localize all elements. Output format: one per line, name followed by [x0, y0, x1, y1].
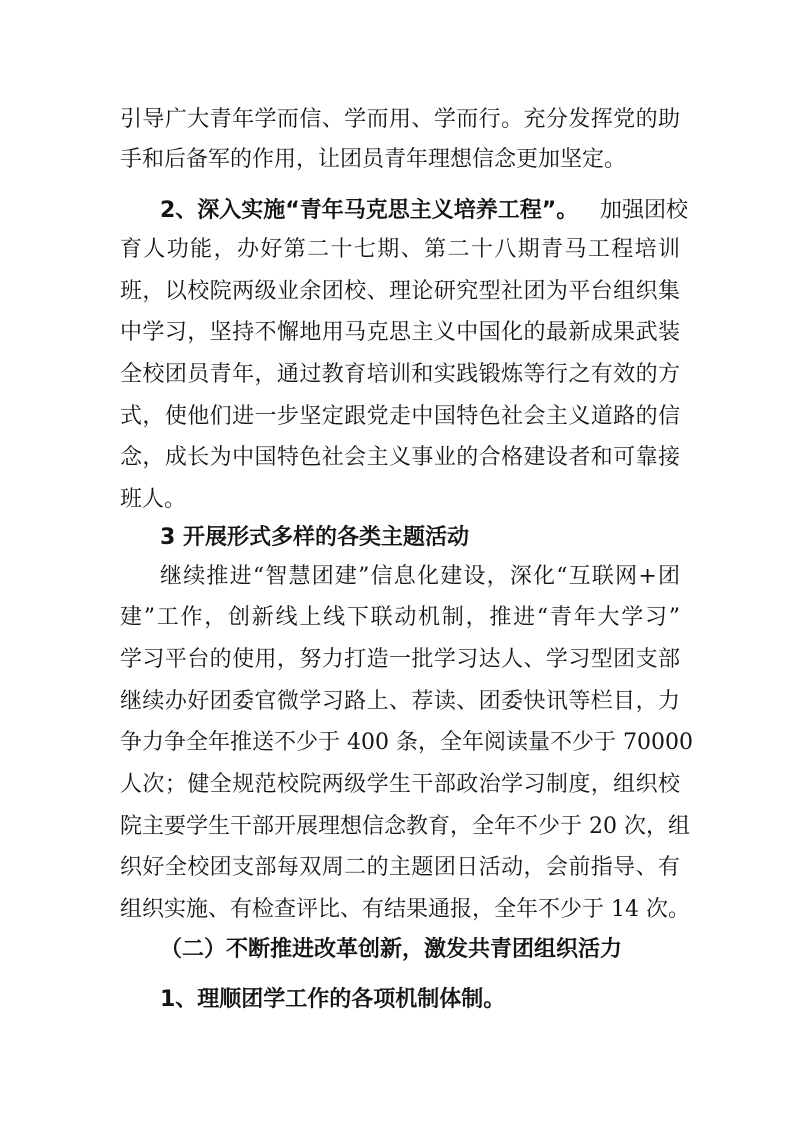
paragraph-line: 争力争全年推送不少于 400 条，全年阅读量不少于 70000 — [120, 730, 693, 755]
section-heading: 3 开展形式多样的各类主题活动 — [160, 525, 469, 550]
paragraph-line: 院主要学生干部开展理想信念教育，全年不少于 20 次，组 — [120, 814, 690, 839]
paragraph-line: 人次；健全规范校院两级学生干部政治学习制度，组织校 — [120, 772, 680, 797]
paragraph-line: 引导广大青年学而信、学而用、学而行。充分发挥党的助 — [120, 107, 680, 132]
paragraph-line: 式，使他们进一步坚定跟党走中国特色社会主义道路的信 — [120, 404, 680, 429]
section-heading: （二）不断推进改革创新，激发共青团组织活力 — [160, 937, 623, 962]
paragraph-line: 班，以校院两级业余团校、理论研究型社团为平台组织集 — [120, 279, 680, 304]
paragraph-line: 学习平台的使用，努力打造一批学习达人、学习型团支部 — [120, 647, 680, 672]
subheading-bold: 1、理顺团学工作的各项机制体制。 — [160, 987, 506, 1012]
paragraph-line: 育人功能，办好第二十七期、第二十八期青马工程培训 — [120, 237, 680, 262]
paragraph-line: 加强团校 — [600, 198, 689, 223]
paragraph-line: 继续办好团委官微学习路上、荐读、团委快讯等栏目，力 — [120, 689, 680, 714]
subheading-bold: 2、深入实施“青年马克思主义培养工程”。 — [160, 198, 579, 223]
paragraph-line: 班人。 — [120, 487, 187, 512]
paragraph-line: 全校团员青年，通过教育培训和实践锻炼等行之有效的方 — [120, 362, 680, 387]
paragraph-line: 织好全校团支部每双周二的主题团日活动，会前指导、有 — [120, 855, 680, 880]
paragraph-line: 建”工作，创新线上线下联动机制，推进“青年大学习” — [120, 605, 680, 630]
paragraph-line: 念，成长为中国特色社会主义事业的合格建设者和可靠接 — [120, 445, 680, 470]
paragraph-line: 继续推进“智慧团建”信息化建设，深化“互联网+团 — [160, 564, 680, 589]
paragraph-line: 组织实施、有检查评比、有结果通报，全年不少于 14 次。 — [120, 897, 690, 922]
paragraph-line: 中学习，坚持不懈地用马克思主义中国化的最新成果武装 — [120, 320, 680, 345]
paragraph-line: 手和后备军的作用，让团员青年理想信念更加坚定。 — [120, 147, 627, 172]
